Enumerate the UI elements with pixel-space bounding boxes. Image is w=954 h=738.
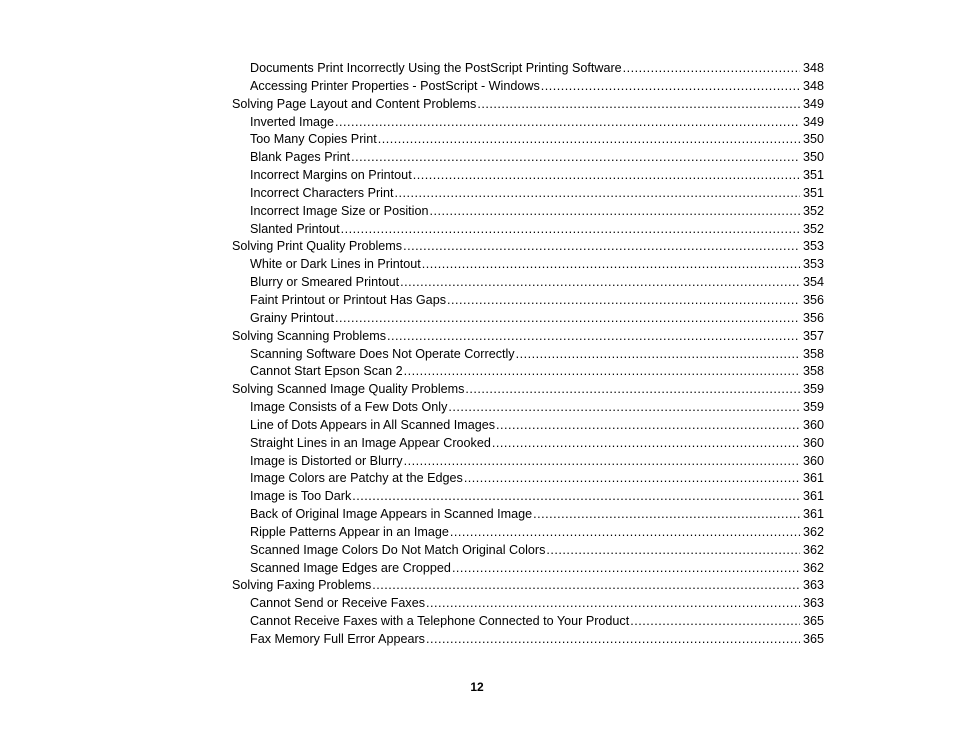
toc-entry-title[interactable]: Faint Printout or Printout Has Gaps	[250, 292, 446, 307]
toc-entry-page-number[interactable]: 362	[802, 524, 824, 539]
dot-leader	[335, 114, 800, 132]
toc-entry-page-number[interactable]: 365	[802, 632, 824, 646]
toc-entry-page-number[interactable]: 353	[802, 239, 824, 254]
toc-entry-title[interactable]: Blank Pages Print	[250, 150, 351, 165]
dot-leader	[387, 328, 800, 346]
dot-leader	[378, 131, 800, 149]
toc-entry-page-number[interactable]: 360	[802, 435, 824, 450]
toc-entry-title[interactable]: Solving Scanning Problems	[232, 328, 387, 343]
toc-entry-page-number[interactable]: 356	[802, 292, 824, 307]
toc-entry-page-number[interactable]: 358	[802, 364, 824, 379]
toc-entry[interactable]	[232, 488, 824, 506]
toc-entry-page-number[interactable]: 352	[802, 203, 824, 218]
toc-entry-page-number[interactable]: 351	[802, 168, 824, 183]
toc-entry[interactable]	[232, 60, 824, 78]
toc-entry-page-number[interactable]: 362	[802, 560, 824, 575]
toc-entry-page-number[interactable]: 359	[802, 382, 824, 397]
toc-entry[interactable]	[232, 399, 824, 417]
toc-entry-title[interactable]: Accessing Printer Properties - PostScript - Windows	[250, 78, 540, 93]
dot-leader	[404, 453, 800, 471]
toc-entry-page-number[interactable]: 363	[802, 596, 824, 611]
toc-entry-title[interactable]: Image Consists of a Few Dots Only	[250, 400, 448, 415]
toc-entry[interactable]	[232, 328, 824, 346]
toc-entry-title[interactable]: Incorrect Margins on Printout	[250, 168, 412, 183]
dot-leader	[452, 560, 800, 578]
toc-entry[interactable]	[232, 310, 824, 328]
toc-entry[interactable]	[232, 435, 824, 453]
toc-entry[interactable]	[232, 453, 824, 471]
dot-leader	[351, 149, 800, 167]
dot-leader	[546, 542, 800, 560]
toc-entry-title[interactable]: Cannot Start Epson Scan 2	[250, 364, 403, 379]
toc-entry[interactable]	[232, 221, 824, 239]
toc-entry-title[interactable]: Straight Lines in an Image Appear Crooked	[250, 435, 491, 450]
toc-entry[interactable]	[232, 149, 824, 167]
toc-entry-page-number[interactable]: 348	[802, 61, 824, 75]
dot-leader	[533, 506, 800, 524]
toc-entry-title[interactable]: Image is Too Dark	[250, 489, 352, 504]
toc-entry-page-number[interactable]: 363	[802, 578, 824, 593]
toc-entry[interactable]	[232, 114, 824, 132]
toc-entry[interactable]	[232, 131, 824, 149]
dot-leader	[341, 221, 800, 239]
toc-entry[interactable]	[232, 346, 824, 364]
toc-entry-page-number[interactable]: 361	[802, 507, 824, 522]
dot-leader	[630, 613, 800, 631]
dot-leader	[450, 524, 800, 542]
toc-entry-title[interactable]: Incorrect Image Size or Position	[250, 203, 429, 218]
dot-leader	[492, 435, 800, 453]
toc-entry-title[interactable]: Solving Faxing Problems	[232, 578, 372, 593]
dot-leader	[404, 363, 800, 381]
toc-entry-title[interactable]: Solving Page Layout and Content Problems	[232, 96, 477, 111]
toc-entry-title[interactable]: Cannot Receive Faxes with a Telephone Connected to Your Product	[250, 614, 630, 629]
toc-entry-title[interactable]: Grainy Printout	[250, 310, 334, 325]
toc-entry-page-number[interactable]: 361	[802, 471, 824, 486]
toc-entry[interactable]	[232, 78, 824, 96]
toc-entry[interactable]	[232, 238, 824, 256]
toc-entry[interactable]	[232, 560, 824, 578]
dot-leader	[448, 399, 800, 417]
toc-entry-title[interactable]: White or Dark Lines in Printout	[250, 257, 421, 272]
dot-leader	[335, 310, 800, 328]
toc-entry-page-number[interactable]: 358	[802, 346, 824, 361]
toc-entry-page-number[interactable]: 352	[802, 221, 824, 236]
toc-entry-title[interactable]: Line of Dots Appears in All Scanned Images	[250, 417, 496, 432]
dot-leader	[403, 238, 800, 256]
toc-entry-page-number[interactable]: 360	[802, 417, 824, 432]
toc-entry-page-number[interactable]: 365	[802, 614, 824, 629]
toc-entry-page-number[interactable]: 351	[802, 185, 824, 200]
toc-entry-title[interactable]: Scanned Image Colors Do Not Match Original Colors	[250, 542, 546, 557]
table-of-contents	[232, 60, 824, 649]
toc-entry[interactable]	[232, 292, 824, 310]
toc-entry[interactable]	[232, 577, 824, 595]
page-number: 12	[470, 680, 484, 694]
toc-entry-title[interactable]: Ripple Patterns Appear in an Image	[250, 524, 449, 539]
dot-leader	[394, 185, 800, 203]
toc-entry[interactable]	[232, 203, 824, 221]
dot-leader	[400, 274, 800, 292]
dot-leader	[422, 256, 800, 274]
dot-leader	[413, 167, 800, 185]
toc-entry[interactable]	[232, 185, 824, 203]
toc-entry-title[interactable]: Solving Print Quality Problems	[232, 239, 403, 254]
toc-entry-page-number[interactable]: 356	[802, 310, 824, 325]
toc-entry[interactable]	[232, 363, 824, 381]
toc-entry-title[interactable]: Scanned Image Edges are Cropped	[250, 560, 451, 575]
toc-entry[interactable]	[232, 274, 824, 292]
dot-leader	[477, 96, 800, 114]
toc-entry-title[interactable]: Too Many Copies Print	[250, 132, 377, 147]
toc-entry[interactable]	[232, 595, 824, 613]
toc-entry-title[interactable]: Cannot Send or Receive Faxes	[250, 596, 426, 611]
dot-leader	[496, 417, 800, 435]
toc-entry-page-number[interactable]: 350	[802, 132, 824, 147]
dot-leader	[426, 631, 800, 649]
dot-leader	[623, 60, 800, 78]
toc-entry[interactable]	[232, 417, 824, 435]
toc-entry-title[interactable]: Incorrect Characters Print	[250, 185, 394, 200]
toc-entry-title[interactable]: Documents Print Incorrectly Using the PostScript Printing Software	[250, 61, 622, 75]
dot-leader	[372, 577, 800, 595]
toc-entry-page-number[interactable]: 350	[802, 150, 824, 165]
toc-entry[interactable]	[232, 613, 824, 631]
toc-entry[interactable]	[232, 256, 824, 274]
toc-entry-page-number[interactable]: 353	[802, 257, 824, 272]
toc-entry[interactable]	[232, 470, 824, 488]
toc-entry[interactable]	[232, 96, 824, 114]
toc-entry[interactable]	[232, 167, 824, 185]
toc-entry-page-number[interactable]: 360	[802, 453, 824, 468]
toc-entry-title[interactable]: Blurry or Smeared Printout	[250, 275, 400, 290]
toc-entry[interactable]	[232, 381, 824, 399]
toc-entry-title[interactable]: Fax Memory Full Error Appears	[250, 632, 425, 646]
dot-leader	[426, 595, 800, 613]
toc-entry[interactable]	[232, 542, 824, 560]
toc-entry-page-number[interactable]: 348	[802, 78, 824, 93]
toc-entry-title[interactable]: Scanning Software Does Not Operate Correctly	[250, 346, 515, 361]
toc-entry[interactable]	[232, 631, 824, 649]
dot-leader	[516, 346, 800, 364]
toc-entry[interactable]	[232, 524, 824, 542]
toc-entry[interactable]	[232, 506, 824, 524]
toc-entry-title[interactable]: Image Colors are Patchy at the Edges	[250, 471, 463, 486]
toc-entry-title[interactable]: Image is Distorted or Blurry	[250, 453, 403, 468]
toc-entry-page-number[interactable]: 349	[802, 96, 824, 111]
dot-leader	[464, 470, 800, 488]
toc-entry-page-number[interactable]: 357	[802, 328, 824, 343]
toc-entry-title[interactable]: Inverted Image	[250, 114, 335, 129]
dot-leader	[352, 488, 800, 506]
toc-entry-title[interactable]: Slanted Printout	[250, 221, 340, 236]
dot-leader	[430, 203, 800, 221]
toc-entry-page-number[interactable]: 361	[802, 489, 824, 504]
toc-entry-page-number[interactable]: 362	[802, 542, 824, 557]
toc-entry-page-number[interactable]: 359	[802, 400, 824, 415]
dot-leader	[465, 381, 800, 399]
toc-entry-title[interactable]: Back of Original Image Appears in Scanned Image	[250, 507, 533, 522]
dot-leader	[541, 78, 800, 96]
toc-entry-page-number[interactable]: 349	[802, 114, 824, 129]
toc-entry-title[interactable]: Solving Scanned Image Quality Problems	[232, 382, 465, 397]
toc-entry-page-number[interactable]: 354	[802, 275, 824, 290]
dot-leader	[447, 292, 800, 310]
